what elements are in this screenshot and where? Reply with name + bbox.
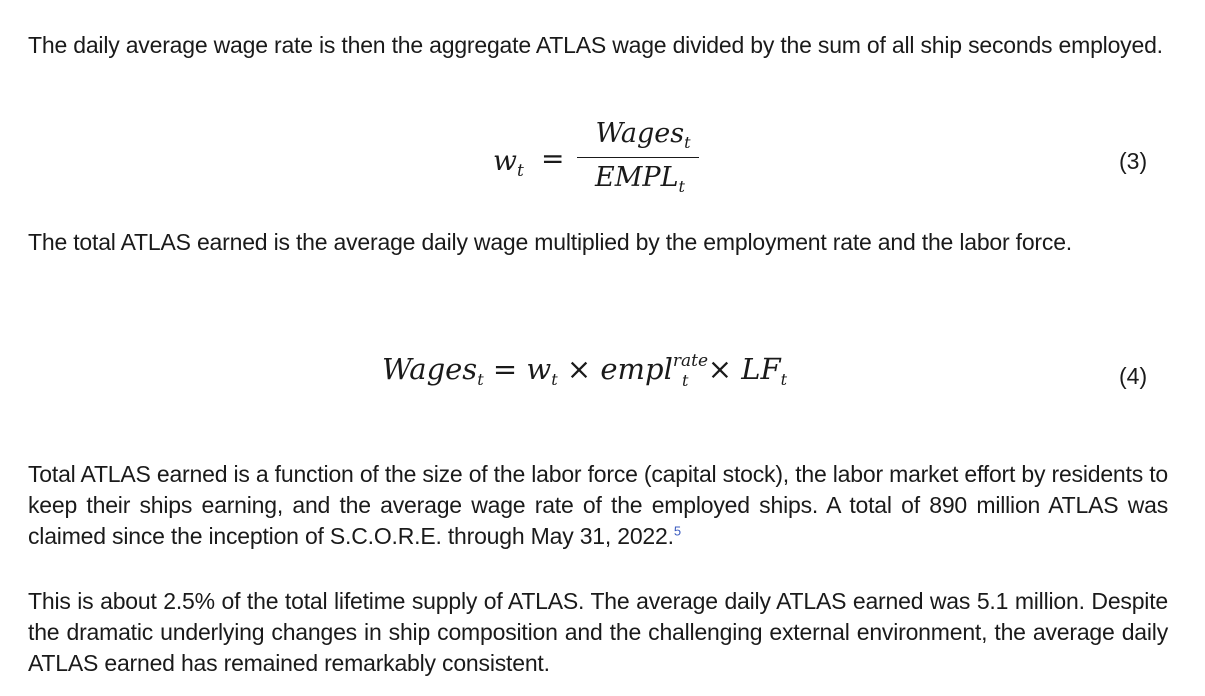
eq4-term-wage: $w_t$: [526, 352, 558, 389]
eq4-times-1: ×: [566, 352, 592, 386]
paragraph-total-atlas: The total ATLAS earned is the average daily wage multiplied by the employment rate and the labor force.: [28, 229, 1072, 255]
equation-number-4: (4): [1119, 363, 1148, 389]
eq3-equals: =: [541, 142, 565, 175]
eq3-denominator: $EMPL_t$: [595, 162, 685, 196]
footnote-link-5[interactable]: 5: [673, 523, 681, 539]
eq4-times-2: ×: [707, 352, 733, 386]
paragraph-wage-rate: The daily average wage rate is then the aggregate ATLAS wage divided by the sum of all ship seconds employed.: [28, 32, 1163, 58]
equation-number-3: (3): [1119, 148, 1148, 174]
equation-3: [493, 118, 733, 198]
paragraph-labor-force: Total ATLAS earned is a function of the size of the labor force (capital stock), the labor market effort by residents to keep their ships earning, and the average wage rate of the employed ships. A total of 890 million ATLAS was claimed since the inception of S.C.O.R.E. through May 31, 2022.$^5$: [28, 461, 1168, 549]
paragraph-supply: This is about 2.5% of the total lifetime supply of ATLAS. The average daily ATLAS earned was 5.1 million. Despite the dramatic underlying changes in ship composition and the challenging external environment, the average daily ATLAS earned has remained remarkably consistent.: [28, 588, 1168, 676]
equation-4: [382, 351, 788, 390]
eq3-lhs: $w_t$: [493, 144, 524, 181]
eq3-fraction-bar: [577, 157, 699, 158]
eq4-term-lf: $LF_t$: [741, 352, 788, 389]
eq4-term-empl: empl$^{rate}_t$: [600, 351, 709, 390]
eq4-equals: =: [492, 352, 518, 386]
eq4-lhs: Wages$_t$: [382, 352, 484, 389]
eq3-numerator: Wages$_t$: [595, 118, 691, 152]
